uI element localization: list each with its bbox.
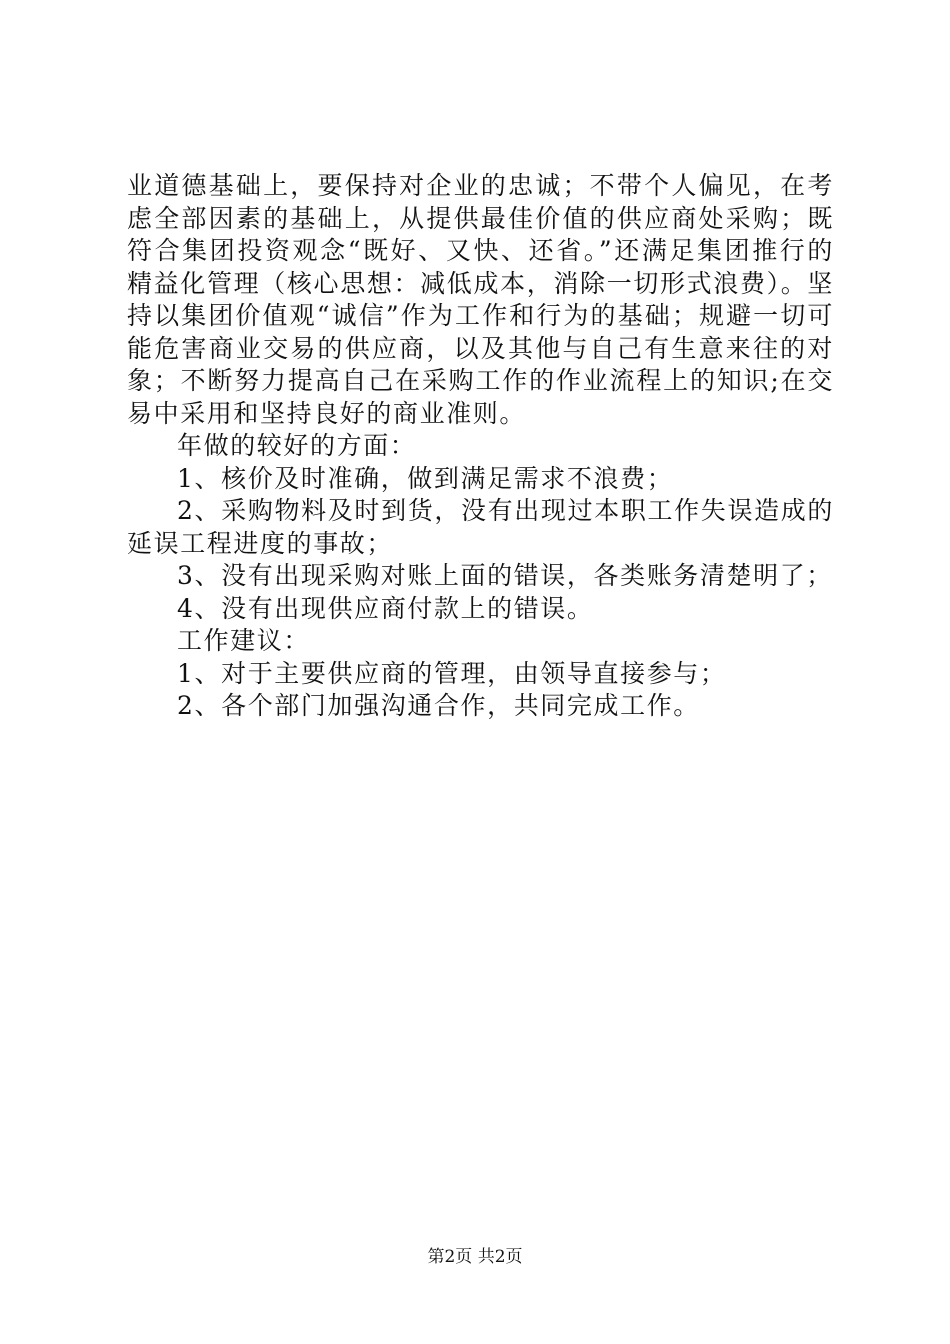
paragraph-continuation: 业道德基础上，要保持对企业的忠诚；不带个人偏见，在考虑全部因素的基础上，从提供最佳价值的供应商处采购；既符合集团投资观念“既好、又快、还省。”还满足集团推行的精益化管理（核心思想：减低成本，消除一切形式浪费）。坚持以集团价值观“诚信”作为工作和行为的基础；规避一切可能危害商业交易的供应商，以及其他与自己有生意来往的对象；不断努力提高自己在采购工作的作业流程上的知识;在交易中采用和坚持良好的商业准则。 [127,171,834,428]
document-body [127,170,834,723]
list-item-strength-3: 3、没有出现采购对账上面的错误，各类账务清楚明了； [177,561,833,590]
list-item-suggestion-2: 2、各个部门加强沟通合作，共同完成工作。 [177,691,700,720]
list-item-strength-2: 2、采购物料及时到货，没有出现过本职工作失误造成的延误工程进度的事故； [127,496,834,558]
section-heading-strengths: 年做的较好的方面： [177,431,417,460]
list-item-strength-1: 1、核价及时准确，做到满足需求不浪费； [177,463,674,493]
list-item-suggestion-1: 1、对于主要供应商的管理，由领导直接参与； [177,658,727,688]
list-item-strength-4: 4、没有出现供应商付款上的错误。 [177,593,594,623]
section-heading-suggestions: 工作建议： [177,626,311,655]
page-footer: 第2页 共2页 [427,1247,523,1267]
